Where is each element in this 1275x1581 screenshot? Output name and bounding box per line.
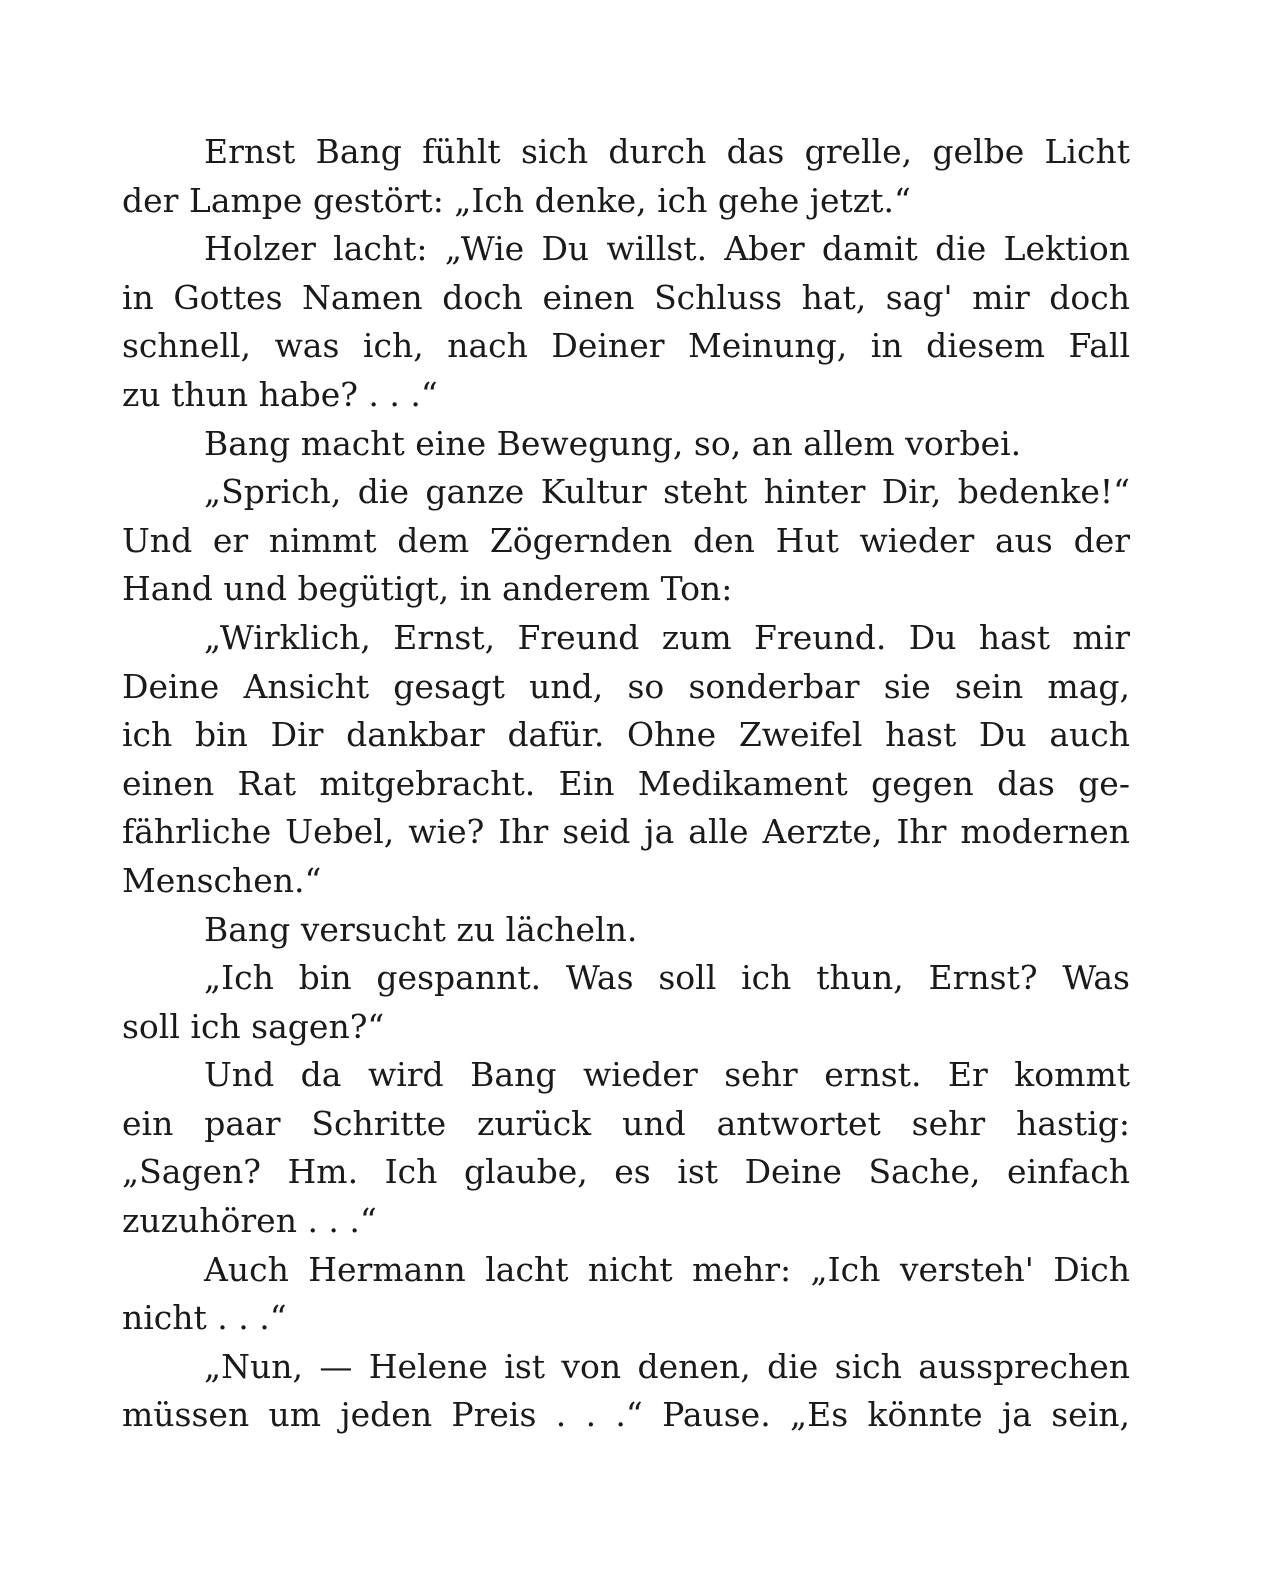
text-line: Und er nimmt dem Zögernden den Hut wieder aus der <box>122 520 1130 560</box>
text-line: ich bin Dir dankbar dafür. Ohne Zweifel hast Du auch <box>122 715 1130 755</box>
text-line: „Wirklich, Ernst, Freund zum Freund. Du hast mir <box>204 617 1130 657</box>
text-line: der Lampe gestört: „Ich denke, ich gehe jetzt.“ <box>122 180 911 220</box>
text-line: Bang macht eine Bewegung, so, an allem vorbei. <box>204 423 1022 463</box>
text-line: fährliche Uebel, wie? Ihr seid ja alle Aerzte, Ihr modernen <box>122 812 1130 852</box>
text-line: soll ich sagen?“ <box>122 1006 385 1046</box>
page-text <box>122 128 1130 1440</box>
text-line: Auch Hermann lacht nicht mehr: „Ich versteh' Dich <box>204 1249 1130 1289</box>
text-line: „Ich bin gespannt. Was soll ich thun, Ernst? Was <box>204 958 1130 998</box>
text-line: zuzuhören . . .“ <box>122 1201 377 1241</box>
text-line: zu thun habe? . . .“ <box>122 374 438 414</box>
text-line: einen Rat mitgebracht. Ein Medikament gegen das ge- <box>122 763 1130 803</box>
text-line: Ernst Bang fühlt sich durch das grelle, gelbe Licht <box>204 132 1130 171</box>
text-line: ein paar Schritte zurück und antwortet sehr hastig: <box>122 1103 1130 1143</box>
text-line: müssen um jeden Preis . . .“ Pause. „Es könnte ja sein, <box>122 1395 1130 1435</box>
text-line: „Nun, — Helene ist von denen, die sich aussprechen <box>204 1346 1130 1386</box>
text-line: Menschen.“ <box>122 860 322 900</box>
text-line: nicht . . .“ <box>122 1298 287 1338</box>
text-line: Und da wird Bang wieder sehr ernst. Er kommt <box>204 1055 1130 1095</box>
text-line: schnell, was ich, nach Deiner Meinung, in diesem Fall <box>122 326 1130 366</box>
text-line: in Gottes Namen doch einen Schluss hat, sag' mir doch <box>122 277 1130 317</box>
text-line: Bang versucht zu lächeln. <box>204 909 638 949</box>
text-line: „Sprich, die ganze Kultur steht hinter Dir, bedenke!“ <box>204 472 1130 512</box>
text-line: „Sagen? Hm. Ich glaube, es ist Deine Sache, einfach <box>122 1152 1130 1192</box>
text-line: Deine Ansicht gesagt und, so sonderbar sie sein mag, <box>122 666 1130 706</box>
text-line: Holzer lacht: „Wie Du willst. Aber damit die Lektion <box>204 229 1130 269</box>
text-line: Hand und begütigt, in anderem Ton: <box>122 569 733 609</box>
